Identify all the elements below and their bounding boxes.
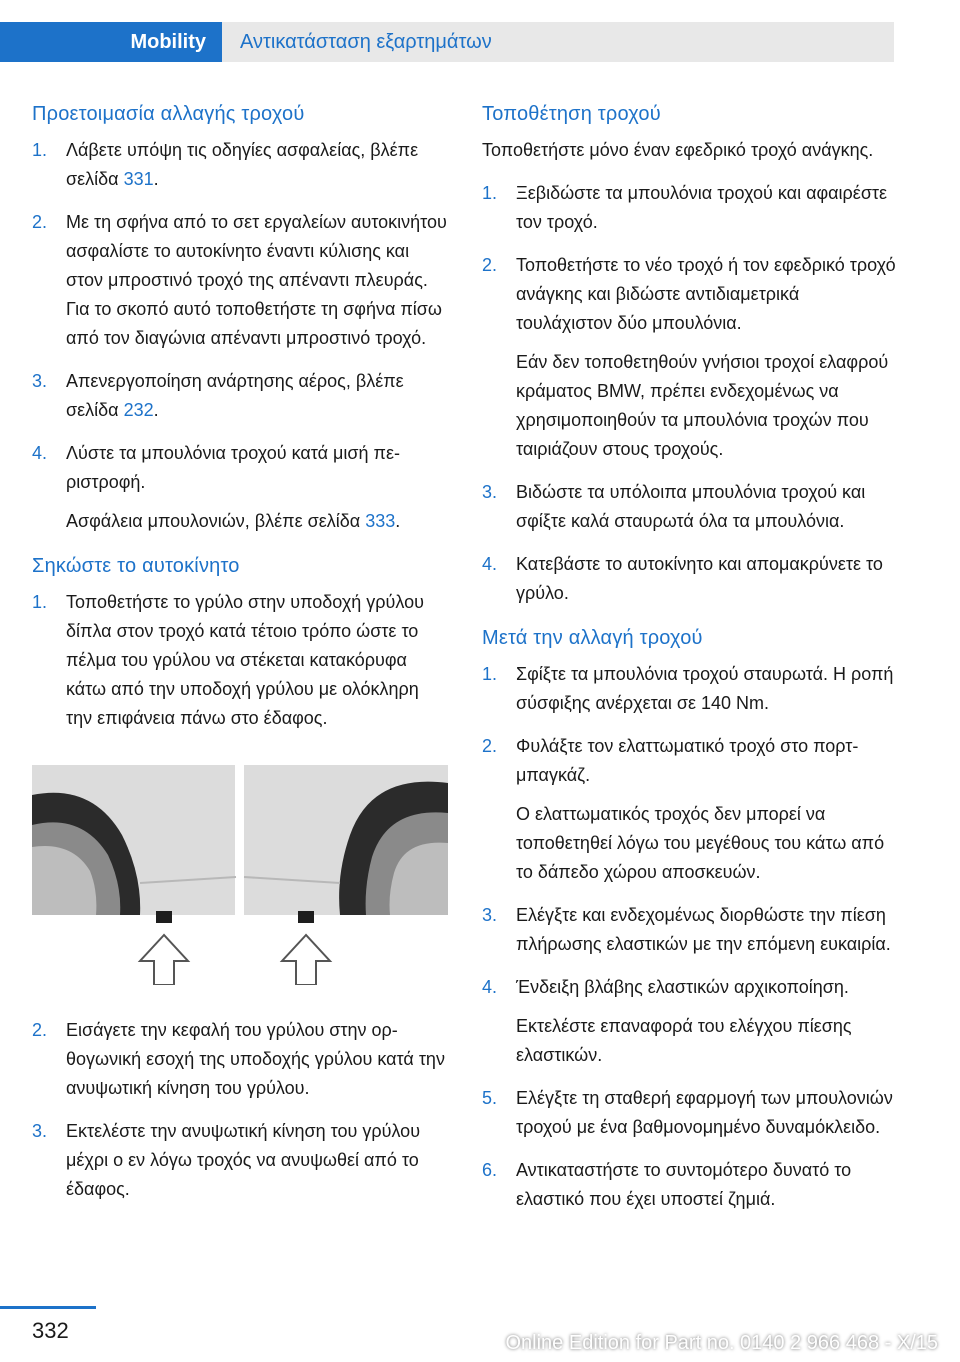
footer-rule bbox=[0, 1306, 96, 1309]
after-heading: Μετά την αλλαγή τροχού bbox=[482, 627, 703, 649]
jack-heading: Σηκώστε το αυτοκίνητο bbox=[32, 555, 240, 577]
step-number: 2. bbox=[32, 1020, 48, 1040]
step-number: 3. bbox=[482, 905, 498, 925]
note-text: Εάν δεν τοποθετηθούν γνήσιοι τροχοί ελαφρού κράματος BMW, πρέπει ενδεχομένως να χρησιμοποιηθούν τα μπουλόνια τροχών που ταιριάζουν στους τροχούς. bbox=[516, 352, 889, 459]
step-note bbox=[66, 507, 448, 536]
step-number: 1. bbox=[32, 592, 48, 612]
list-item bbox=[482, 478, 896, 536]
note-text: Ασφάλεια μπουλονιών, βλέπε σελίδα bbox=[66, 511, 366, 531]
step-text: Ξεβιδώστε τα μπουλόνια τροχού και αφαιρέστε τον τροχό. bbox=[516, 183, 888, 232]
step-text: Ελέγξτε τη σταθερή εφαρμογή των μπουλονιών τροχού με ένα βαθμονομημένο δυναμόκλειδο. bbox=[516, 1088, 893, 1137]
step-number: 4. bbox=[482, 977, 498, 997]
list-item bbox=[482, 179, 896, 237]
mount-intro: Τοποθετήστε μόνο έναν εφεδρικό τροχό ανάγκης. bbox=[482, 140, 874, 160]
step-text: Τοποθετήστε το νέο τροχό ή τον εφεδρικό τροχό ανάγκης και βιδώστε αντιδιαμετρικά τουλάχιστον δύο μπουλόνια. bbox=[516, 255, 896, 333]
step-number: 5. bbox=[482, 1088, 498, 1108]
prep-steps bbox=[32, 136, 448, 536]
step-text: Αντικαταστήστε το συντομότερο δυνατό το ελαστικό που έχει υποστεί ζημιά. bbox=[516, 1160, 852, 1209]
list-item bbox=[482, 901, 896, 959]
jack-point-left bbox=[156, 911, 172, 923]
note-punct: . bbox=[395, 511, 401, 531]
step-text: Εισάγετε την κεφαλή του γρύλου στην ορθογωνική εσοχή της υποδοχής γρύλου κατά την ανυψωτική κίνηση του γρύλου. bbox=[66, 1020, 445, 1098]
step-number: 1. bbox=[482, 183, 498, 203]
step-text: Τοποθετήστε το γρύλο στην υποδοχή γρύλου δίπλα στον τροχό κατά τέτοιο τρόπο ώστε το πέλμα του γρύλου να στέκεται κατακόρυφα κάτω από την υποδοχή γρύλου με ολόκληρη την επιφάνεια πάνω στο έδαφος. bbox=[66, 592, 424, 728]
right-column bbox=[482, 98, 896, 1228]
mount-heading: Τοποθέτηση τροχού bbox=[482, 103, 661, 125]
page-link[interactable]: 333 bbox=[365, 511, 396, 531]
list-item bbox=[482, 660, 896, 718]
step-text: Λύστε τα μπουλόνια τροχού κατά μισή περιστροφή. bbox=[66, 443, 400, 492]
step-punct: . bbox=[153, 169, 159, 189]
step-note bbox=[516, 348, 896, 464]
list-item bbox=[32, 439, 448, 536]
step-number: 1. bbox=[32, 140, 48, 160]
list-item bbox=[482, 1084, 896, 1142]
step-text: Απενεργοποίηση ανάρτησης αέρος, βλέπε σελίδα bbox=[66, 371, 404, 420]
step-text: Κατεβάστε το αυτοκίνητο και απομακρύνετε το γρύλο. bbox=[516, 554, 883, 603]
after-steps bbox=[482, 660, 896, 1214]
step-note bbox=[516, 1012, 896, 1070]
step-number: 1. bbox=[482, 664, 498, 684]
step-text: Βιδώστε τα υπόλοιπα μπουλόνια τροχού και σφίξτε καλά σταυρωτά όλα τα μπουλόνια. bbox=[516, 482, 866, 531]
step-text: Φυλάξτε τον ελαττωματικό τροχό στο πορτ-μπαγκάζ. bbox=[516, 736, 859, 785]
page-link[interactable]: 232 bbox=[123, 400, 154, 420]
list-item bbox=[32, 1117, 448, 1204]
jack-points-illustration bbox=[32, 765, 448, 985]
step-number: 4. bbox=[32, 443, 48, 463]
step-punct: . bbox=[153, 400, 159, 420]
list-item bbox=[482, 550, 896, 608]
list-item bbox=[482, 732, 896, 887]
edition-note: Online Edition for Part no. 0140 2 966 468 - X/15 bbox=[505, 1332, 938, 1354]
step-text: Ελέγξτε και ενδεχομένως διορθώστε την πίεση πλήρωσης ελαστικών με την επόμενη ευκαιρία. bbox=[516, 905, 891, 954]
left-column bbox=[32, 98, 448, 1218]
step-number: 3. bbox=[482, 482, 498, 502]
chapter-tab[interactable]: Mobility bbox=[0, 22, 222, 62]
step-number: 3. bbox=[32, 371, 48, 391]
note-text: Ο ελαττωματικός τροχός δεν μπορεί να τοποθετηθεί λόγω του μεγέθους του κάτω από το δάπεδο χώρου αποσκευών. bbox=[516, 804, 885, 882]
note-text: Εκτελέστε επαναφορά του ελέγχου πίεσης ελαστικών. bbox=[516, 1016, 852, 1065]
list-item bbox=[32, 1016, 448, 1103]
page-link[interactable]: 331 bbox=[123, 169, 154, 189]
step-number: 6. bbox=[482, 1160, 498, 1180]
section-title[interactable]: Αντικατάσταση εξαρτημάτων bbox=[222, 22, 894, 62]
list-item bbox=[482, 251, 896, 464]
jack-point-right bbox=[298, 911, 314, 923]
jack-steps-b bbox=[32, 1016, 448, 1204]
step-number: 4. bbox=[482, 554, 498, 574]
mount-steps bbox=[482, 179, 896, 608]
step-text: Εκτελέστε την ανυψωτική κίνηση του γρύλου μέχρι ο εν λόγω τροχός να ανυψωθεί από το έδαφος. bbox=[66, 1121, 421, 1199]
list-item bbox=[482, 973, 896, 1070]
list-item bbox=[32, 208, 448, 353]
step-text: Με τη σφήνα από το σετ εργαλείων αυτοκινήτου ασφαλίστε το αυτοκίνητο έναντι κύλισης και στον μπροστινό τροχό της απέναντι πλευράς. Για το σκοπό αυτό τοποθετήστε τη σφήνα πίσω από τον διαγώνια απέναντι μπροστινό τροχό. bbox=[66, 212, 447, 348]
step-number: 2. bbox=[482, 736, 498, 756]
step-text: Λάβετε υπόψη τις οδηγίες ασφαλείας, βλέπε σελίδα bbox=[66, 140, 419, 189]
list-item bbox=[32, 367, 448, 425]
step-text: Ένδειξη βλάβης ελαστικών αρχικοποίηση. bbox=[516, 977, 849, 997]
step-number: 2. bbox=[32, 212, 48, 232]
list-item bbox=[482, 1156, 896, 1214]
step-number: 2. bbox=[482, 255, 498, 275]
prep-heading: Προετοιμασία αλλαγής τροχού bbox=[32, 103, 305, 125]
page-number: 332 bbox=[32, 1318, 69, 1343]
jack-steps-a bbox=[32, 588, 448, 733]
step-text: Σφίξτε τα μπουλόνια τροχού σταυρωτά. Η ροπή σύσφιξης ανέρχεται σε 140 Nm. bbox=[516, 664, 894, 713]
list-item bbox=[32, 136, 448, 194]
step-number: 3. bbox=[32, 1121, 48, 1141]
step-note bbox=[516, 800, 896, 887]
list-item bbox=[32, 588, 448, 733]
page-header bbox=[0, 22, 960, 62]
